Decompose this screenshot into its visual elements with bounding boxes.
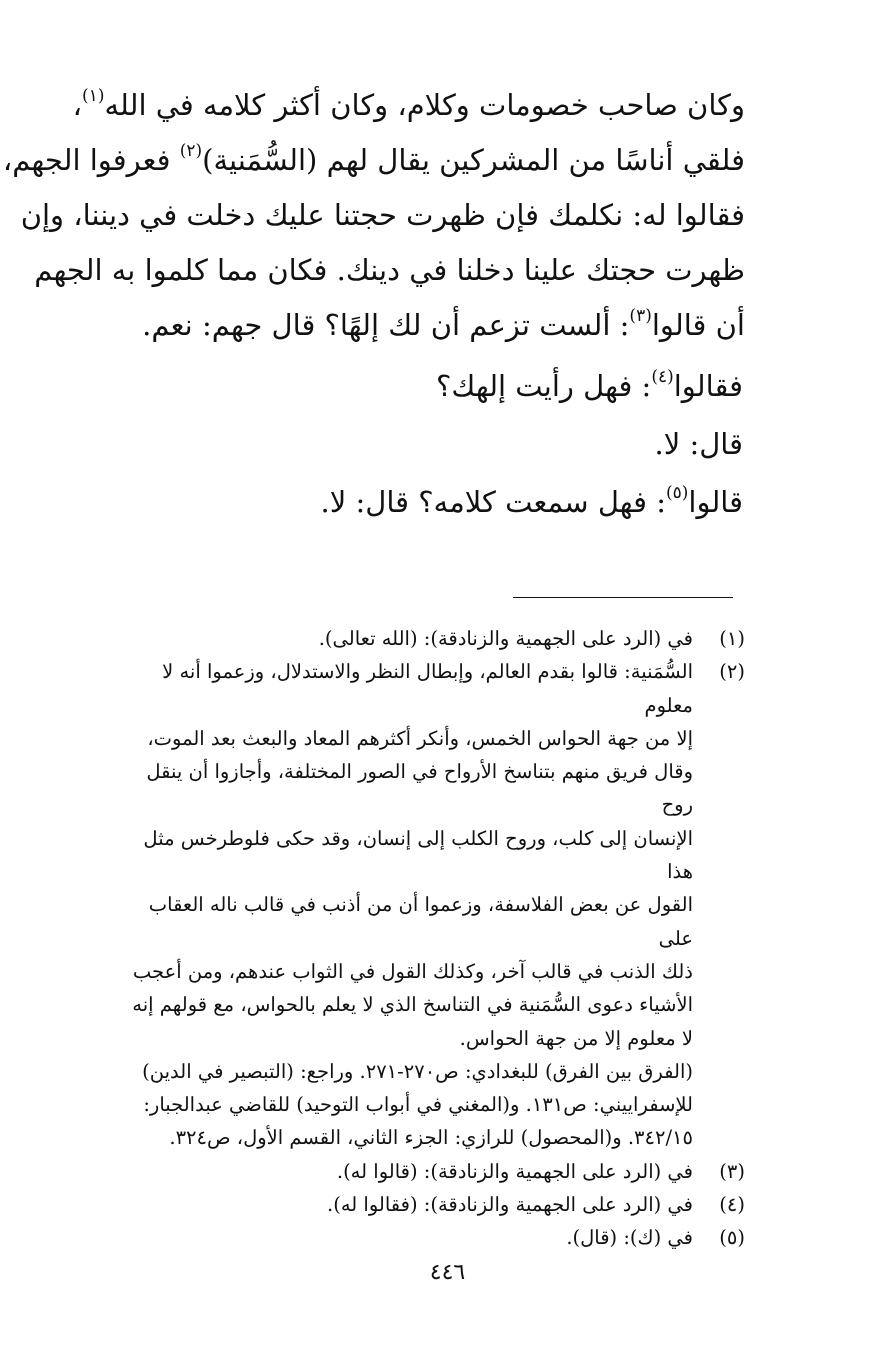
footnote-ref: (٣)	[629, 306, 652, 326]
footnote-ref: (٥)	[666, 483, 689, 503]
text-line: فلقي أناسًا من المشركين يقال لهم (السُّمَنية)$^{(٢)}$ فعرفوا الجهم،	[2, 141, 745, 177]
footnote	[120, 1188, 745, 1221]
footnote	[120, 1155, 745, 1188]
footnote-line: في (ك): (قال).	[566, 1226, 693, 1250]
footnote-reference-line: للإسفراييني: ص١٣١. و(المغني في أبواب التوحيد) للقاضي عبدالجبار:	[143, 1093, 693, 1117]
dialog	[150, 357, 745, 531]
main-text	[2, 78, 745, 531]
footnote-line: إلا من جهة الحواس الخمس، وأنكر أكثرهم المعاد والبعث بعد الموت،	[147, 726, 693, 750]
text-line: وكان صاحب خصومات وكلام، وكان أكثر كلامه في الله$^{(١)}$،	[72, 86, 745, 122]
footnote-ref: (٤)	[651, 367, 674, 387]
dialog-line: قال: لا.	[654, 427, 743, 461]
footnote-reference-line: (الفرق بين الفرق) للبغدادي: ص٢٧٠-٢٧١. وراجع: (التبصير في الدين)	[142, 1059, 693, 1083]
footnote-number: (٢)	[719, 660, 745, 684]
footnote-number: (٤)	[719, 1193, 745, 1217]
footnote-line: في (الرد على الجهمية والزنادقة): (فقالوا له).	[327, 1193, 693, 1217]
footnote-line: لا معلوم إلا من جهة الحواس.	[459, 1026, 693, 1050]
footnote-line: ذلك الذنب في قالب آخر، وكذلك القول في الثواب عندهم، ومن أعجب	[132, 959, 693, 983]
text-line: ظهرت حجتك علينا دخلنا في دينك. فكان مما كلموا به الجهم	[34, 253, 745, 287]
paragraph	[2, 78, 745, 353]
footnote-ref: (١)	[82, 86, 105, 106]
footnote-reference-line: ٣٤٢/١٥. و(المحصول) للرازي: الجزء الثاني، القسم الأول، ص٣٢٤.	[169, 1126, 693, 1150]
footnote-line: في (الرد على الجهمية والزنادقة): (الله تعالى).	[318, 627, 693, 650]
footnote-number: (١)	[719, 627, 745, 650]
footnote-line: الأشياء دعوى السُّمَنية في التناسخ الذي لا يعلم بالحواس، مع قولهم إنه	[132, 993, 693, 1017]
footnote-line: الإنسان إلى كلب، وروح الكلب إلى إنسان، وقد حكى فلوطرخس مثل هذا	[143, 826, 693, 884]
footnote-number: (٥)	[719, 1226, 745, 1250]
footnote-line: في (الرد على الجهمية والزنادقة): (قالوا له).	[336, 1159, 693, 1183]
footnote	[120, 622, 745, 655]
footnote-line: السُّمَنية: قالوا بقدم العالم، وإبطال النظر والاستدلال، وزعموا أنه لا معلوم	[162, 660, 693, 717]
dialog-line: فقالوا$^{(٤)}$: فهل رأيت إلهك؟	[436, 367, 743, 403]
footnote-ref: (٢)	[179, 141, 203, 161]
page-number: ٤٤٦	[429, 1260, 466, 1285]
footnote-line: وقال فريق منهم بتناسخ الأرواح في الصور المختلفة، وأجازوا أن ينقل روح	[146, 760, 693, 817]
footnote	[120, 655, 745, 1154]
footnotes	[120, 622, 745, 1255]
footnote-number: (٣)	[719, 1159, 745, 1183]
footnote	[120, 1221, 745, 1254]
footnote-line: القول عن بعض الفلاسفة، وزعموا أن من أذنب في قالب ناله العقاب على	[148, 893, 693, 950]
text-line: أن قالوا$^{(٣)}$: ألست تزعم أن لك إلهًا؟ قال جهم: نعم.	[142, 306, 745, 342]
footnote-separator	[513, 597, 733, 598]
text-line: فقالوا له: نكلمك فإن ظهرت حجتنا عليك دخلت في ديننا، وإن	[20, 198, 745, 232]
dialog-line: قالوا$^{(٥)}$: فهل سمعت كلامه؟ قال: لا.	[320, 483, 743, 519]
